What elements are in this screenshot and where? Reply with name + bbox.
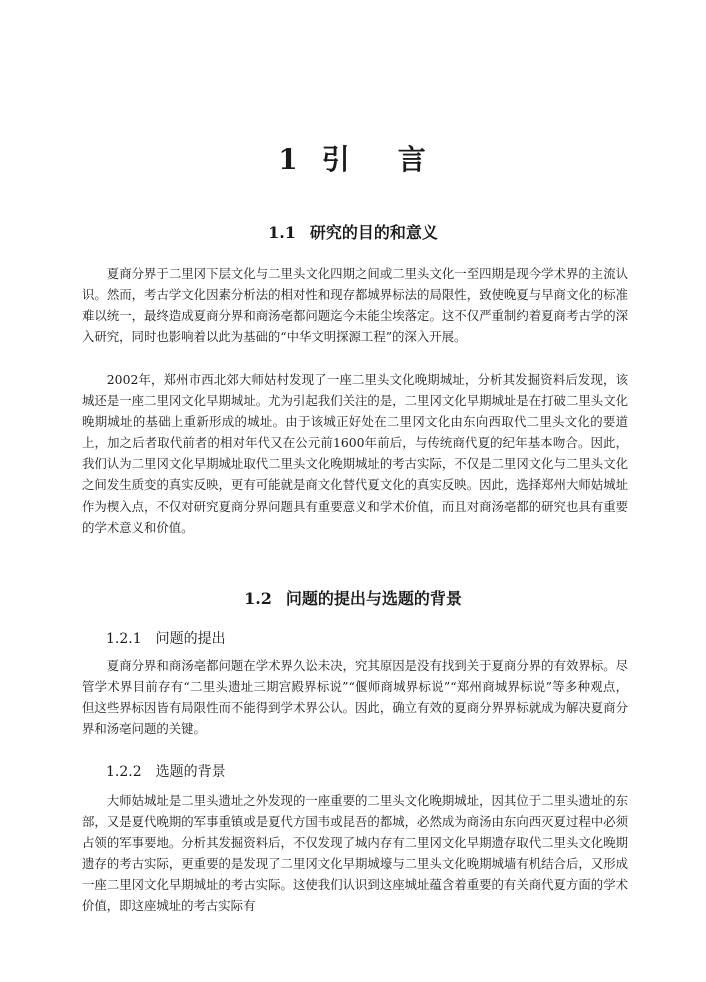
section-number: 1.1 [268, 223, 296, 242]
subsection-number: 1.2.1 [106, 631, 142, 647]
chapter-title-char-1: 引 [321, 143, 352, 176]
section-heading-1-2 [0, 586, 706, 609]
chapter-number: 1 [278, 143, 300, 176]
subsection-title-text: 选题的背景 [155, 764, 226, 780]
subsection-title-text: 问题的提出 [155, 631, 226, 647]
subsection-heading-1-2-1 [106, 628, 226, 648]
section-title-text: 研究的目的和意义 [309, 223, 438, 242]
paragraph: 2002年，郑州市西北郊大师姑村发现了一座二里头文化晚期城址，分析其发掘资料后发现，该城还是一座二里冈文化早期城址。尤为引起我们关注的是，二里冈文化早期城址是在打破二里头文化晚期城址的基础上重新形成的城址。由于该城正好处在二里冈文化由东向西取代二里头文化的要道上，加之后者取代前者的相对年代又在公元前1600年前后，与传统商代夏的纪年基本吻合。因此，我们认为二里冈文化早期城址取代二里头文化晚期城址的考古实际，不仅是二里冈文化与二里头文化之间发生质变的真实反映，更有可能就是商文化替代夏文化的真实反映。因此，选择郑州大师姑城址作为楔入点，不仅对研究夏商分界问题具有重要意义和学术价值，而且对商汤亳都的研究也具有重要的学术意义和价值。 [82, 372, 628, 535]
paragraph: 夏商分界于二里冈下层文化与二里头文化四期之间或二里头文化一至四期是现今学术界的主流认识。然而，考古学文化因素分析法的相对性和现存都城界标法的局限性，致使晚夏与早商文化的标准难以统一，最终造成夏商分界和商汤亳都问题迄今未能尘埃落定。这不仅严重制约着夏商考古学的深入研究，同时也影响着以此为基础的“中华文明探源工程”的深入开展。 [82, 266, 628, 345]
section-number: 1.2 [244, 589, 272, 608]
paragraph: 夏商分界和商汤亳都问题在学术界久讼未决，究其原因是没有找到关于夏商分界的有效界标。尽管学术界目前存有“二里头遗址三期宫殿界标说”“偃师商城界标说”“郑州商城界标说”等多种观点，但这些界标因皆有局限性而不能得到学术界公认。因此，确立有效的夏商分界界标就成为解决夏商分界和汤亳问题的关键。 [82, 658, 628, 737]
subsection-heading-1-2-2 [106, 761, 226, 781]
subsection-number: 1.2.2 [106, 764, 142, 780]
chapter-title-char-2: 言 [397, 143, 428, 176]
paragraph: 大师姑城址是二里头遗址之外发现的一座重要的二里头文化晚期城址，因其位于二里头遗址的东部，又是夏代晚期的军事重镇或是夏代方国韦或昆吾的都城，必然成为商汤由东向西灭夏过程中必须占领的军事要地。分析其发掘资料后，不仅发现了城内存有二里冈文化早期遗存取代二里头文化晚期遗存的考古实际，更重要的是发现了二里冈文化早期城壕与二里头文化晚期城墙有机结合后，又形成一座二里冈文化早期城址的考古实际。这使我们认识到这座城址蕴含着重要的有关商代夏方面的学术价值，即这座城址的考古实际有 [82, 793, 628, 914]
chapter-title [0, 138, 706, 178]
section-title-text: 问题的提出与选题的背景 [285, 589, 462, 608]
section-heading-1-1 [0, 220, 706, 243]
